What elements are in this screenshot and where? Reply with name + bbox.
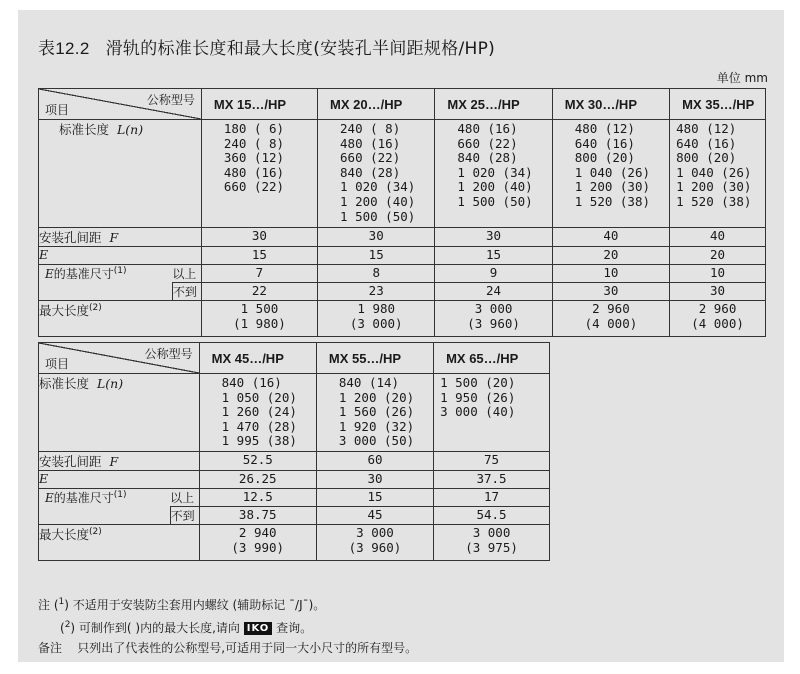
footnote-1-number: 1: [58, 597, 65, 607]
model-header: MX 15…/HP: [201, 89, 317, 120]
iko-logo: IKO: [244, 622, 273, 635]
hole-pitch-value: 75: [434, 452, 550, 471]
remark-label: 备注: [38, 641, 63, 655]
std-length-list: 840 (16) 1 050 (20) 1 260 (24) 1 470 (28) 1 995 (38): [221, 375, 297, 449]
below-value: 30: [670, 283, 766, 301]
max-length-value: 1 980: [357, 301, 396, 316]
above-value: 8: [318, 265, 435, 283]
hole-pitch-value: 40: [552, 228, 669, 247]
below-value: 24: [435, 283, 552, 301]
unit-label: 单位 mm: [716, 71, 768, 85]
max-length-value: 2 960: [592, 301, 630, 316]
hole-pitch-row: [39, 228, 766, 247]
table-header-row: [39, 343, 550, 374]
above-label: 以上: [170, 489, 199, 507]
table-title-text: 滑轨的标准长度和最大长度(安装孔半间距规格/HP): [105, 39, 496, 59]
e-value: 15: [318, 247, 435, 265]
model-header: MX 65…/HP: [434, 343, 550, 374]
below-value: 38.75: [199, 507, 316, 525]
footnote-1-prefix: 注 (: [38, 598, 59, 612]
max-length-row: [39, 301, 766, 337]
corner-cell: [39, 343, 200, 374]
below-value: 45: [316, 507, 433, 525]
corner-cell: [39, 89, 202, 120]
std-length-list: 480 (12) 640 (16) 800 (20) 1 040 (26) 1 200 (30) 1 520 (38): [574, 121, 651, 209]
std-length-list: 1 500 (20) 1 950 (26) 3 000 (40): [440, 375, 516, 420]
e-ref-label: 的基准尺寸: [53, 491, 114, 505]
footnote-2-text: ) 可制作到( )内的最大长度,请向: [70, 621, 240, 635]
max-length-paren: (3 000): [349, 316, 403, 331]
corner-item-label: 项目: [45, 103, 70, 117]
e-ref-label: 的基准尺寸: [53, 267, 114, 281]
e-value: 20: [670, 247, 766, 265]
footnote-1: [38, 592, 417, 615]
spec-table-2: [38, 342, 550, 561]
e-value: 15: [435, 247, 552, 265]
footnote-2: [38, 615, 417, 638]
above-value: 15: [316, 489, 433, 507]
hole-pitch-value: 30: [201, 228, 317, 247]
std-length-symbol: L(n): [116, 122, 144, 137]
below-value: 54.5: [434, 507, 550, 525]
max-length-value: 1 500: [240, 301, 279, 316]
e-value: 26.25: [199, 471, 316, 489]
std-length-list: 480 (12) 640 (16) 800 (20) 1 040 (26) 1 200 (30) 1 520 (38): [676, 121, 752, 209]
max-length-label: 最大长度: [39, 303, 90, 318]
below-value: 30: [552, 283, 669, 301]
remark-text: 只列出了代表性的公称型号,可适用于同一大小尺寸的所有型号。: [77, 641, 418, 655]
e-row: [39, 247, 766, 265]
spec-table-1: [38, 88, 766, 337]
footnotes: [38, 592, 417, 658]
std-length-list: 480 (16) 660 (22) 840 (28) 1 020 (34) 1 200 (40) 1 500 (50): [457, 121, 533, 209]
std-length-row: [39, 374, 550, 452]
e-ref-label-cell: [39, 265, 173, 301]
corner-item-label: 项目: [45, 357, 70, 371]
model-header: MX 20…/HP: [318, 89, 435, 120]
model-header: MX 25…/HP: [435, 89, 552, 120]
hole-pitch-label: 安装孔间距: [39, 454, 102, 469]
footnote-2-text-end: 查询。: [276, 621, 313, 635]
max-length-row: [39, 525, 550, 561]
max-length-value: 2 940: [238, 525, 277, 540]
corner-model-label: 公称型号: [146, 93, 195, 107]
model-header: MX 55…/HP: [316, 343, 433, 374]
std-length-label-cell: [39, 120, 202, 228]
max-length-paren: (4 000): [691, 316, 744, 331]
hole-pitch-value: 52.5: [199, 452, 316, 471]
e-ref-footnote: (1): [113, 490, 127, 500]
above-label: 以上: [172, 265, 201, 283]
max-length-value: 3 000: [474, 301, 513, 316]
max-length-label-cell: [39, 301, 202, 337]
hole-pitch-symbol: F: [109, 454, 119, 469]
e-value: 15: [201, 247, 317, 265]
std-length-list: 180 ( 6) 240 ( 8) 360 (12) 480 (16) 660 (22): [223, 121, 285, 195]
corner-model-label: 公称型号: [144, 347, 193, 361]
std-length-label: 标准长度: [39, 376, 90, 391]
e-value: 30: [316, 471, 433, 489]
below-value: 23: [318, 283, 435, 301]
above-value: 9: [435, 265, 552, 283]
model-header: MX 30…/HP: [552, 89, 669, 120]
hole-pitch-value: 30: [318, 228, 435, 247]
hole-pitch-label-cell: [39, 228, 202, 247]
max-length-paren: (3 960): [348, 540, 402, 555]
std-length-label-cell: [39, 374, 200, 452]
below-label: 不到: [172, 283, 201, 301]
hole-pitch-value: 60: [316, 452, 433, 471]
e-ref-footnote: (1): [113, 266, 127, 276]
max-length-footnote: (2): [89, 526, 102, 537]
max-length-label: 最大长度: [39, 527, 90, 542]
hole-pitch-value: 40: [670, 228, 766, 247]
e-value: 20: [552, 247, 669, 265]
hole-pitch-symbol: F: [109, 230, 119, 245]
hole-pitch-label: 安装孔间距: [39, 230, 102, 245]
e-ref-above-row: [39, 489, 550, 507]
e-ref-label-cell: [39, 489, 171, 525]
max-length-footnote: (2): [89, 302, 102, 313]
e-row: [39, 471, 550, 489]
footnote-2-number: 2: [64, 620, 71, 630]
max-length-value: 3 000: [356, 525, 394, 540]
hole-pitch-label-cell: [39, 452, 200, 471]
std-length-row: [39, 120, 766, 228]
max-length-paren: (3 960): [467, 316, 520, 331]
hole-pitch-value: 30: [435, 228, 552, 247]
below-label: 不到: [170, 507, 199, 525]
above-value: 12.5: [199, 489, 316, 507]
std-length-list: 840 (14) 1 200 (20) 1 560 (26) 1 920 (32) 3 000 (50): [338, 375, 415, 449]
e-value: 37.5: [434, 471, 550, 489]
max-length-value: 3 000: [472, 525, 511, 540]
below-value: 22: [201, 283, 317, 301]
above-value: 10: [670, 265, 766, 283]
max-length-paren: (3 990): [231, 540, 285, 555]
std-length-label: 标准长度: [59, 122, 110, 137]
document-page: [18, 10, 784, 662]
above-value: 10: [552, 265, 669, 283]
e-ref-symbol: E: [45, 491, 54, 505]
footnote-2-prefix: (: [60, 621, 65, 635]
table-number: 表12.2: [38, 39, 90, 58]
above-value: 7: [201, 265, 317, 283]
max-length-value: 2 960: [698, 301, 737, 316]
max-length-paren: (4 000): [584, 316, 638, 331]
e-label: E: [39, 247, 202, 265]
e-label: E: [39, 471, 200, 489]
e-ref-above-row: [39, 265, 766, 283]
model-header: MX 45…/HP: [199, 343, 316, 374]
model-header: MX 35…/HP: [670, 89, 766, 120]
table-header-row: [39, 89, 766, 120]
footnote-1-text: ) 不适用于安装防尘套用内螺纹 (辅助标记 ˉ/Jˉ)。: [64, 598, 326, 612]
table-title: [38, 34, 495, 59]
max-length-paren: (1 980): [233, 316, 286, 331]
std-length-symbol: L(n): [96, 376, 124, 391]
std-length-list: 240 ( 8) 480 (16) 660 (22) 840 (28) 1 020 (34) 1 200 (40) 1 500 (50): [340, 121, 416, 224]
max-length-paren: (3 975): [465, 540, 518, 555]
remark: [38, 638, 417, 658]
max-length-label-cell: [39, 525, 200, 561]
above-value: 17: [434, 489, 550, 507]
e-ref-symbol: E: [45, 267, 54, 281]
hole-pitch-row: [39, 452, 550, 471]
